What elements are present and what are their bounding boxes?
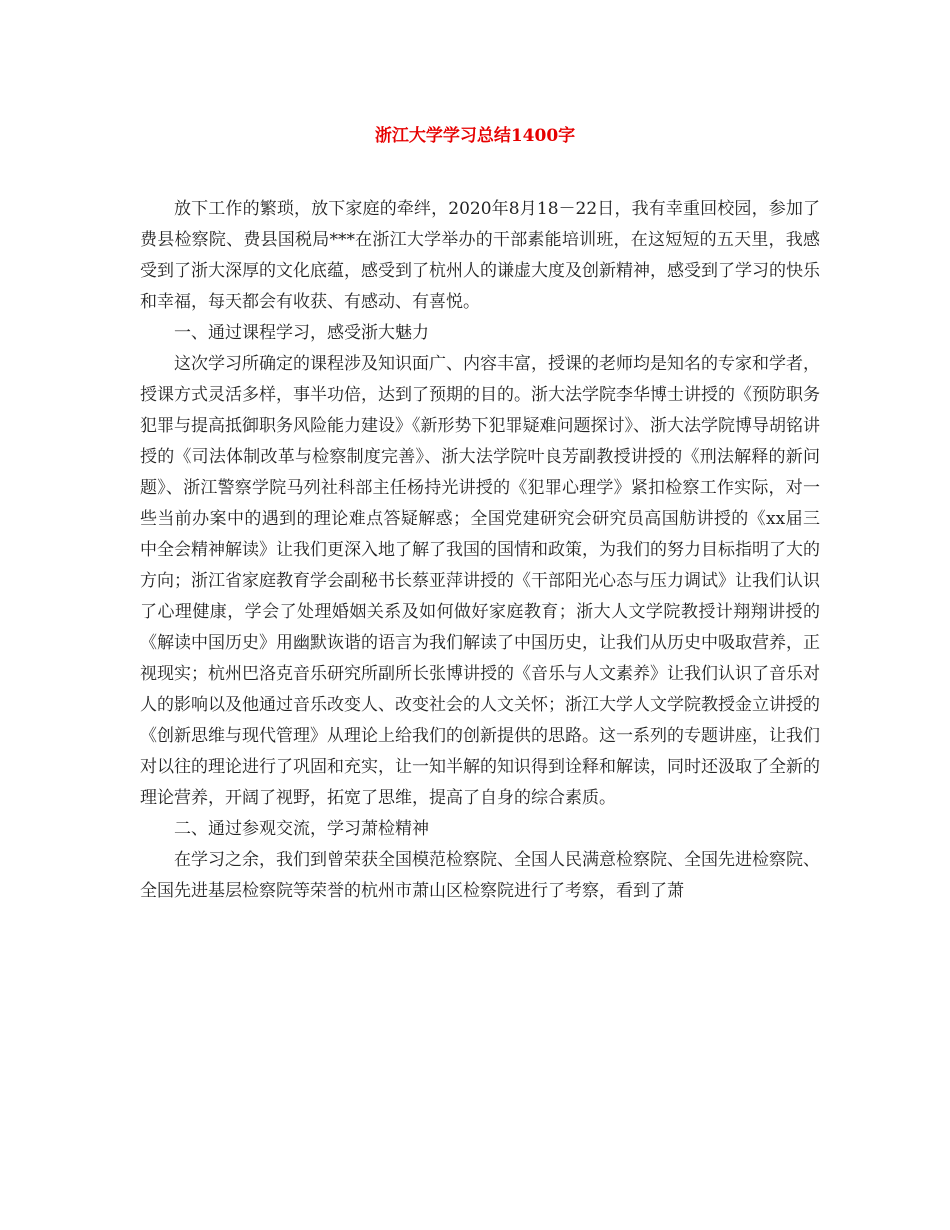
paragraph-courses: 这次学习所确定的课程涉及知识面广、内容丰富，授课的老师均是知名的专家和学者，授课方式灵活多样，事半功倍，达到了预期的目的。浙大法学院李华博士讲授的《预防职务犯罪与提高抵御职务风险能力建设》《新形势下犯罪疑难问题探讨》、浙大法学院博导胡铭讲授的《司法体制改革与检察制度完善》、浙大法学院叶良芳副教授讲授的《刑法解释的新问题》、浙江警察学院马列社科部主任杨持光讲授的《犯罪心理学》紧扣检察工作实际，对一些当前办案中的遇到的理论难点答疑解惑；全国党建研究会研究员高国舫讲授的《xx届三中全会精神解读》让我们更深入地了解了我国的国情和政策，为我们的努力目标指明了大的方向；浙江省家庭教育学会副秘书长蔡亚萍讲授的《干部阳光心态与压力调试》让我们认识了心理健康，学会了处理婚姻关系及如何做好家庭教育；浙大人文学院教授计翔翔讲授的《解读中国历史》用幽默诙谐的语言为我们解读了中国历史，让我们从历史中吸取营养，正视现实；杭州巴洛克音乐研究所副所长张博讲授的《音乐与人文素养》让我们认识了音乐对人的影响以及他通过音乐改变人、改变社会的人文关怀；浙江大学人文学院教授金立讲授的《创新思维与现代管理》从理论上给我们的创新提供的思路。这一系列的专题讲座，让我们对以往的理论进行了巩固和充实，让一知半解的知识得到诠释和解读，同时还汲取了全新的理论营养，开阔了视野，拓宽了思维，提高了自身的综合素质。	[140, 354, 820, 808]
paragraph-visit: 在学习之余，我们到曾荣获全国模范检察院、全国人民满意检察院、全国先进检察院、全国先进基层检察院等荣誉的杭州市萧山区检察院进行了考察，看到了萧	[140, 850, 820, 901]
section-heading-2: 二、通过参观交流，学习萧检精神	[174, 819, 429, 839]
document-title: 浙江大学学习总结1400字	[374, 126, 576, 146]
section-heading-1: 一、通过课程学习，感受浙大魅力	[174, 323, 429, 343]
document-body	[140, 194, 820, 907]
paragraph-intro: 放下工作的繁琐，放下家庭的牵绊，2020年8月18－22日，我有幸重回校园，参加了费县检察院、费县国税局***在浙江大学举办的干部素能培训班，在这短短的五天里，我感受到了浙大深厚的文化底蕴，感受到了杭州人的谦虚大度及创新精神，感受到了学习的快乐和幸福，每天都会有收获、有感动、有喜悦。	[140, 199, 820, 312]
